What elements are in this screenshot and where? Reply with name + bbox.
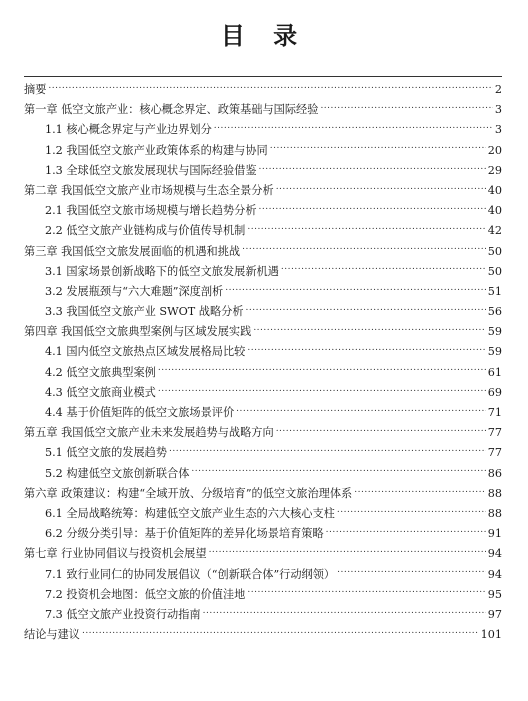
toc-entry-title: 1.1 核心概念界定与产业边界划分 (45, 123, 212, 137)
toc-dot-leader (337, 566, 486, 578)
toc-page-number: 51 (487, 284, 502, 298)
toc-chapter-entry[interactable] (24, 544, 502, 564)
toc-dot-leader (270, 142, 486, 154)
toc-entry-title: 4.2 低空文旅典型案例 (45, 365, 156, 379)
toc-section-entry[interactable] (24, 120, 502, 140)
toc-page-number: 88 (487, 506, 502, 520)
toc-dot-leader (326, 525, 486, 537)
toc-page-number: 3 (494, 123, 502, 137)
toc-page-number: 50 (487, 264, 502, 278)
toc-entry-title: 2.1 我国低空文旅市场规模与增长趋势分析 (45, 204, 257, 218)
toc-section-entry[interactable] (24, 504, 502, 524)
toc-section-entry[interactable] (24, 443, 502, 463)
toc-dot-leader (169, 444, 486, 456)
toc-entry-title: 结论与建议 (24, 628, 80, 642)
toc-entry-title: 第三章 我国低空文旅发展面临的机遇和挑战 (24, 244, 241, 258)
toc-page-number: 94 (487, 567, 502, 581)
toc-page-number: 40 (487, 183, 502, 197)
toc-page-number: 71 (487, 406, 502, 419)
toc-dot-leader (259, 202, 486, 214)
toc-section-entry[interactable] (24, 565, 502, 585)
toc-dot-leader (259, 162, 486, 174)
toc-page-number: 29 (487, 163, 502, 177)
toc-list (24, 80, 502, 645)
toc-page-number: 20 (487, 143, 502, 157)
toc-page-number: 59 (487, 325, 502, 339)
toc-page-number: 86 (487, 466, 502, 480)
toc-dot-leader (236, 404, 486, 416)
toc-entry-title: 6.1 全局战略统筹：构建低空文旅产业生态的六大核心支柱 (45, 506, 335, 520)
toc-dot-leader (276, 424, 486, 436)
toc-dot-leader (203, 606, 486, 618)
toc-entry-title: 7.3 低空文旅产业投资行动指南 (45, 607, 201, 621)
toc-entry-title: 第五章 我国低空文旅产业未来发展趋势与战略方向 (24, 426, 274, 440)
toc-page-number: 88 (487, 486, 502, 500)
toc-dot-leader (247, 222, 485, 234)
toc-chapter-entry[interactable] (24, 322, 502, 342)
toc-dot-leader (158, 384, 486, 396)
toc-dot-leader (337, 505, 486, 517)
toc-chapter-entry[interactable] (24, 242, 502, 262)
toc-page-number: 97 (487, 607, 502, 621)
toc-page-number: 59 (487, 345, 502, 359)
toc-entry-title: 摘要 (24, 83, 47, 96)
toc-entry-title: 6.2 分级分类引导：基于价值矩阵的差异化场景培育策略 (45, 527, 324, 541)
toc-section-entry[interactable] (24, 363, 502, 383)
toc-chapter-entry[interactable] (24, 625, 502, 645)
toc-entry-title: 4.4 基于价值矩阵的低空文旅场景评价 (45, 406, 235, 419)
toc-entry-title: 第六章 政策建议：构建“全域开放、分级培育”的低空文旅治理体系 (24, 486, 353, 500)
toc-entry-title: 4.3 低空文旅商业模式 (45, 385, 156, 399)
toc-section-entry[interactable] (24, 605, 502, 625)
toc-dot-leader (253, 323, 485, 335)
toc-entry-title: 第四章 我国低空文旅典型案例与区域发展实践 (24, 325, 252, 339)
toc-entry-title: 7.1 致行业同仁的协同发展倡议（“创新联合体”行动纲领） (45, 567, 336, 581)
toc-section-entry[interactable] (24, 282, 502, 302)
toc-dot-leader (48, 81, 492, 93)
toc-entry-title: 3.2 发展瓶颈与“六大难题”深度剖析 (45, 284, 224, 298)
toc-section-entry[interactable] (24, 161, 502, 181)
toc-dot-leader (242, 243, 486, 255)
toc-page-number: 95 (487, 587, 502, 601)
toc-page-number: 40 (487, 204, 502, 218)
toc-page-number: 94 (487, 547, 502, 561)
toc-section-entry[interactable] (24, 585, 502, 605)
toc-dot-leader (209, 545, 486, 557)
toc-dot-leader (247, 343, 485, 355)
toc-dot-leader (214, 121, 493, 133)
toc-section-entry[interactable] (24, 383, 502, 403)
toc-dot-leader (247, 586, 485, 598)
toc-section-entry[interactable] (24, 262, 502, 282)
toc-section-entry[interactable] (24, 221, 502, 241)
toc-entry-title: 4.1 国内低空文旅热点区域发展格局比较 (45, 345, 246, 359)
toc-section-entry[interactable] (24, 403, 502, 423)
toc-chapter-entry[interactable] (24, 100, 502, 120)
toc-page-number: 42 (487, 224, 502, 238)
toc-section-entry[interactable] (24, 524, 502, 544)
toc-chapter-entry[interactable] (24, 80, 502, 100)
toc-entry-title: 第二章 我国低空文旅产业市场规模与生态全景分析 (24, 183, 274, 197)
toc-dot-leader (225, 283, 486, 295)
toc-entry-title: 5.1 低空文旅的发展趋势 (45, 446, 168, 460)
toc-entry-title: 5.2 构建低空文旅创新联合体 (45, 466, 190, 480)
toc-page-number: 69 (487, 385, 502, 399)
toc-chapter-entry[interactable] (24, 423, 502, 443)
toc-page-number: 61 (487, 365, 502, 379)
toc-entry-title: 第一章 低空文旅产业：核心概念界定、政策基础与国际经验 (24, 103, 319, 117)
toc-section-entry[interactable] (24, 342, 502, 362)
toc-dot-leader (281, 263, 486, 275)
toc-section-entry[interactable] (24, 302, 502, 322)
toc-page-number: 50 (487, 244, 502, 258)
toc-section-entry[interactable] (24, 141, 502, 161)
page-title: 目 录 (220, 22, 308, 50)
toc-dot-leader (320, 101, 492, 113)
toc-dot-leader (246, 303, 486, 315)
toc-section-entry[interactable] (24, 464, 502, 484)
toc-dot-leader (82, 626, 479, 638)
toc-entry-title: 3.1 国家场景创新战略下的低空文旅发展新机遇 (45, 264, 279, 278)
toc-page-number: 101 (480, 628, 502, 642)
title-divider (24, 76, 502, 77)
toc-dot-leader (158, 364, 486, 376)
toc-entry-title: 2.2 低空文旅产业链构成与价值传导机制 (45, 224, 246, 238)
toc-section-entry[interactable] (24, 201, 502, 221)
toc-entry-title: 1.2 我国低空文旅产业政策体系的构建与协同 (45, 143, 268, 157)
toc-entry-title: 第七章 行业协同倡议与投资机会展望 (24, 547, 207, 561)
toc-page-number: 56 (487, 305, 502, 319)
toc-page-number: 77 (487, 426, 502, 440)
toc-page-number: 2 (494, 83, 502, 96)
toc-page-number: 91 (487, 527, 502, 541)
toc-dot-leader (276, 182, 486, 194)
toc-page-number: 3 (494, 103, 502, 117)
toc-dot-leader (191, 465, 485, 477)
toc-entry-title: 3.3 我国低空文旅产业 SWOT 战略分析 (45, 305, 244, 319)
toc-entry-title: 7.2 投资机会地图：低空文旅的价值洼地 (45, 587, 246, 601)
toc-chapter-entry[interactable] (24, 484, 502, 504)
toc-chapter-entry[interactable] (24, 181, 502, 201)
toc-page-number: 77 (487, 446, 502, 460)
toc-entry-title: 1.3 全球低空文旅发展现状与国际经验借鉴 (45, 163, 257, 177)
toc-dot-leader (354, 485, 486, 497)
